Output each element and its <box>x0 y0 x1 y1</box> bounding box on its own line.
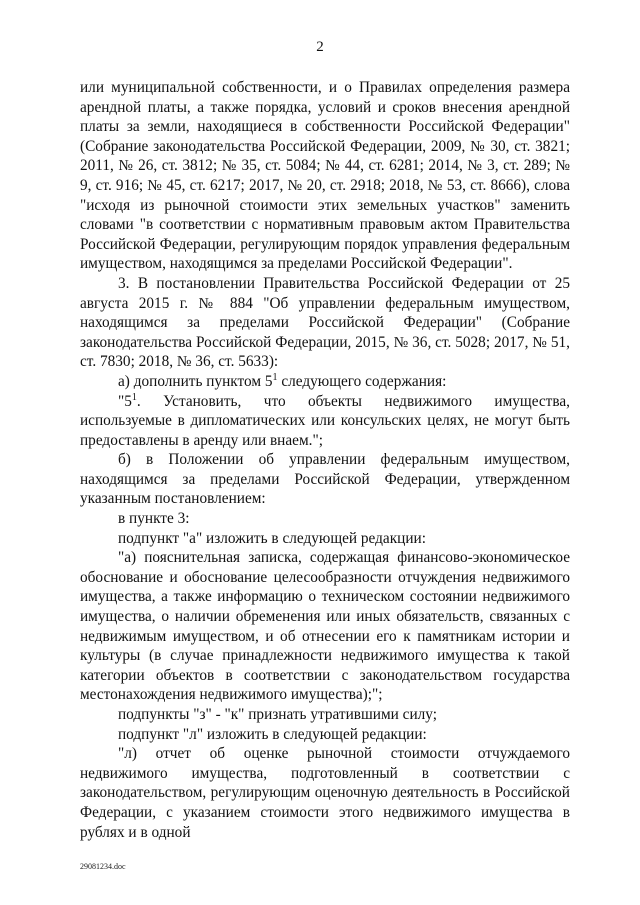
paragraph: "а) пояснительная записка, содержащая финансово-экономическое обоснование и обоснование целесообразности отчуждения недвижимого имущества, а также информацию о техническом состоянии недвижимого имущества, о наличии обременения или иных обязательств, связанных с недвижимым имуществом, и об отнесении его к памятникам истории и культуры (в случае принадлежности недвижимого имущества к такой категории объектов в соответствии с законодательством государства местонахождения недвижимого имущества);"; <box>80 549 570 704</box>
paragraph-text: а) дополнить пунктом 5 <box>118 372 273 390</box>
paragraph: или муниципальной собственности, и о Правилах определения размера арендной платы, а также порядка, условий и сроков внесения арендной платы за земли, находящиеся в собственности Российской Федерации" (Собрание законодательства Российской Федерации, 2009, № 30, ст. 3821; 2011, № 26, ст. 3812; № 35, ст. 5084; № 44, ст. 6281; 2014, № 3, ст. 289; № 9, ст. 916; № 45, ст. 6217; 2017, № 20, ст. 2918; 2018, № 53, ст. 8666), слова "исходя из рыночной стоимости этих земельных участков" заменить словами "в соответствии с нормативным правовым актом Правительства Российской Федерации, регулирующим порядок управления федеральным имуществом, находящимся за пределами Российской Федерации". <box>80 79 570 273</box>
superscript: 1 <box>131 391 137 403</box>
paragraph: б) в Положении об управлении федеральным имуществом, находящимся за пределами Российской Федерации, утвержденном указанным постановлением: <box>80 451 570 508</box>
paragraph-text: следующего содержания: <box>277 372 447 390</box>
superscript: 1 <box>272 371 278 383</box>
document-footer-filename: 29081234.doc <box>80 862 126 871</box>
paragraph: подпункт "л" изложить в следующей редакции: <box>118 725 427 743</box>
paragraph-text: . Установить, что объекты недвижимого имущества, используемые в дипломатических или консульских целях, не могут быть предоставлены в аренду или внаем."; <box>80 392 570 449</box>
document-body <box>80 78 570 842</box>
paragraph: в пункте 3: <box>118 510 190 528</box>
paragraph <box>80 392 570 451</box>
paragraph: 3. В постановлении Правительства Российской Федерации от 25 августа 2015 г. № 884 "Об управлении федеральным имуществом, находящимся за пределами Российской Федерации" (Собрание законодательства Российской Федерации, 2015, № 36, ст. 5028; 2017, № 51, ст. 7830; 2018, № 36, ст. 5633): <box>80 274 570 371</box>
paragraph: подпункт "а" изложить в следующей редакции: <box>118 529 426 547</box>
paragraph: "л) отчет об оценке рыночной стоимости отчуждаемого недвижимого имущества, подготовленный в соответствии с законодательством, регулирующим оценочную деятельность в Российской Федерации, с указанием стоимости этого недвижимого имущества в рублях и в одной <box>80 745 570 841</box>
paragraph-text: "5 <box>118 392 132 410</box>
paragraph: подпункты "з" - "к" признать утратившими силу; <box>118 706 437 723</box>
paragraph <box>80 372 570 392</box>
page-number: 2 <box>316 39 324 55</box>
